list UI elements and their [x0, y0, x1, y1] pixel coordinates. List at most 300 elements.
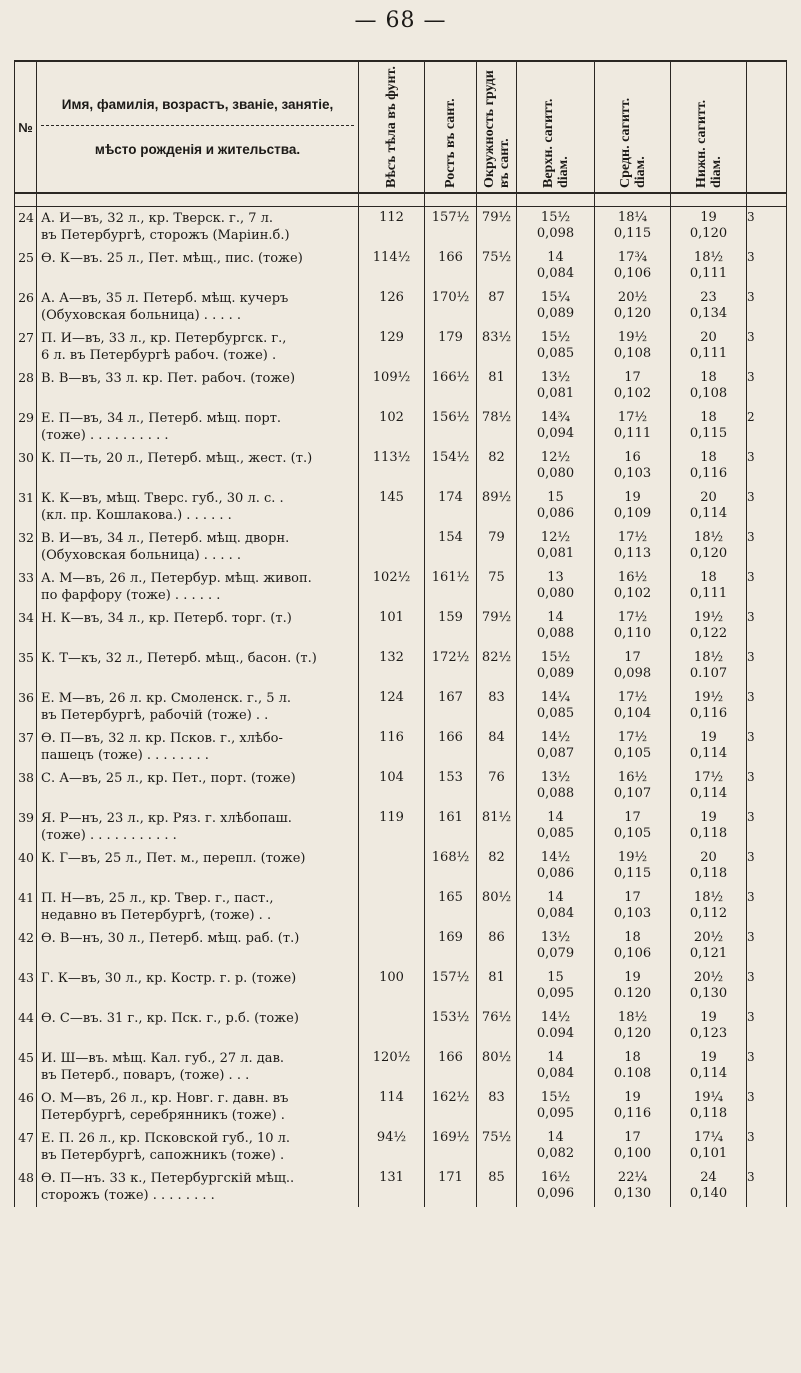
row-description	[37, 407, 359, 447]
row-upper-u1: 13½	[540, 369, 571, 385]
row-chest: 75½	[477, 247, 517, 287]
row-height: 167	[425, 687, 477, 727]
row-height: 172½	[425, 647, 477, 687]
row-lower	[671, 767, 747, 807]
row-edge: 3	[747, 1167, 787, 1207]
row-upper-u1: 13	[547, 569, 564, 585]
row-middle-m1: 16	[624, 449, 641, 465]
row-upper-u2: 0,081	[536, 545, 575, 561]
row-weight: 102	[359, 407, 425, 447]
row-lower-b1: 18½	[693, 889, 724, 905]
row-height: 165	[425, 887, 477, 927]
row-number: 45	[15, 1047, 37, 1087]
row-height: 159	[425, 607, 477, 647]
row-lower-b2: 0,118	[689, 825, 728, 841]
row-lower	[671, 1127, 747, 1167]
row-lower-b1: 20	[700, 489, 717, 505]
row-lower-b2: 0,114	[689, 785, 728, 801]
row-upper-u2: 0,085	[536, 345, 575, 361]
row-lower	[671, 407, 747, 447]
row-lower-b2: 0,115	[689, 425, 728, 441]
row-middle-m1: 19	[624, 969, 641, 985]
row-middle	[595, 967, 671, 1007]
row-number: 29	[15, 407, 37, 447]
row-edge: 3	[747, 327, 787, 367]
row-upper-u1: 14	[547, 609, 564, 625]
row-description	[37, 1047, 359, 1087]
row-middle	[595, 607, 671, 647]
row-lower-b2: 0,116	[689, 465, 728, 481]
row-upper	[517, 727, 595, 767]
row-lower-b2: 0,120	[689, 226, 728, 241]
row-description-l1: К. Г—въ, 25 л., Пет. м., перепл. (тоже)	[41, 850, 306, 866]
table-row	[15, 607, 787, 647]
row-chest: 82	[477, 847, 517, 887]
row-description	[37, 447, 359, 487]
row-lower	[671, 927, 747, 967]
row-number: 36	[15, 687, 37, 727]
row-description	[37, 567, 359, 607]
row-chest: 82	[477, 447, 517, 487]
row-middle-m1: 17	[624, 369, 641, 385]
row-edge: 3	[747, 807, 787, 847]
row-upper-u2: 0,085	[536, 825, 575, 841]
row-number: 47	[15, 1127, 37, 1167]
row-description	[37, 367, 359, 407]
row-description-l1: Ѳ. В—нъ, 30 л., Петерб. мѣщ. раб. (т.)	[41, 930, 300, 946]
row-lower-b2: 0,114	[689, 505, 728, 521]
row-height: 154½	[425, 447, 477, 487]
row-number: 24	[15, 207, 37, 247]
row-upper	[517, 567, 595, 607]
row-description	[37, 1167, 359, 1207]
row-upper-u1: 15¼	[540, 289, 571, 305]
row-description-l1: А. И—въ, 32 л., кр. Тверск. г., 7 л.	[41, 211, 274, 226]
row-upper-u2: 0,095	[536, 985, 575, 1001]
row-upper-u1: 14	[547, 889, 564, 905]
row-lower	[671, 727, 747, 767]
row-chest: 80½	[477, 1047, 517, 1087]
row-edge: 3	[747, 367, 787, 407]
row-description-l1: А. М—въ, 26 л., Петербур. мѣщ. живоп.	[41, 570, 312, 586]
row-chest: 82½	[477, 647, 517, 687]
row-chest: 83	[477, 687, 517, 727]
row-upper	[517, 327, 595, 367]
row-middle-m2: 0,111	[613, 425, 652, 441]
row-middle	[595, 207, 671, 247]
row-description-l2: пашецъ (тоже) . . . . . . . .	[41, 747, 209, 763]
row-middle-m2: 0,103	[613, 905, 652, 921]
row-lower-b2: 0,130	[689, 985, 728, 1001]
header-edge	[747, 61, 787, 193]
row-middle	[595, 647, 671, 687]
row-description-l1: Ѳ. П—нъ. 33 к., Петербургскій мѣщ..	[41, 1170, 295, 1186]
row-description-l2: сторожъ (тоже) . . . . . . . .	[41, 1187, 215, 1203]
row-lower-b1: 23	[700, 289, 717, 305]
row-lower-b1: 18½	[693, 649, 724, 665]
row-edge: 2	[747, 407, 787, 447]
row-lower-b2: 0,111	[689, 265, 728, 281]
row-chest: 84	[477, 727, 517, 767]
header-height: Ростъ въ сант.	[425, 61, 477, 193]
row-description-l1: П. И—въ, 33 л., кр. Петербургск. г.,	[41, 330, 287, 346]
table-row	[15, 807, 787, 847]
row-chest: 78½	[477, 407, 517, 447]
row-lower-b2: 0,140	[689, 1185, 728, 1201]
row-edge: 3	[747, 287, 787, 327]
row-middle-m1: 19	[624, 489, 641, 505]
row-upper-u1: 14¾	[540, 409, 571, 425]
row-lower-b1: 18½	[693, 249, 724, 265]
row-number: 44	[15, 1007, 37, 1047]
row-upper	[517, 607, 595, 647]
row-description	[37, 767, 359, 807]
row-middle-m1: 16½	[617, 769, 648, 785]
row-description	[37, 1087, 359, 1127]
row-middle-m2: 0,115	[613, 226, 652, 241]
row-upper-u1: 14½	[540, 729, 571, 745]
row-edge: 3	[747, 447, 787, 487]
row-weight: 116	[359, 727, 425, 767]
table-row	[15, 727, 787, 767]
row-description-l1: Я. Р—нъ, 23 л., кр. Ряз. г. хлѣбопаш.	[41, 810, 292, 826]
row-upper-u2: 0,088	[536, 785, 575, 801]
row-height: 171	[425, 1167, 477, 1207]
row-lower-b1: 18	[700, 369, 717, 385]
row-upper	[517, 1047, 595, 1087]
row-lower-b1: 19	[700, 1009, 717, 1025]
row-lower-b1: 18	[700, 569, 717, 585]
row-upper-u2: 0,080	[536, 465, 575, 481]
row-height: 169½	[425, 1127, 477, 1167]
row-description-l2: (Обуховская больница) . . . . .	[41, 547, 241, 563]
row-number: 25	[15, 247, 37, 287]
row-middle-m2: 0,100	[613, 1145, 652, 1161]
row-description-l2: Петербургѣ, серебрянникъ (тоже) .	[41, 1107, 285, 1123]
row-upper-u1: 15	[547, 489, 564, 505]
row-description-l1: Е. П. 26 л., кр. Псковской губ., 10 л.	[41, 1130, 291, 1146]
row-weight: 132	[359, 647, 425, 687]
row-weight: 145	[359, 487, 425, 527]
row-description-l1: В. В—въ, 33 л. кр. Пет. рабоч. (тоже)	[41, 370, 296, 386]
row-upper-u2: 0.094	[536, 1025, 575, 1041]
row-number: 38	[15, 767, 37, 807]
header-weight: Вѣсъ тѣла въ фунт.	[359, 61, 425, 193]
row-description	[37, 327, 359, 367]
row-lower	[671, 607, 747, 647]
row-height: 166	[425, 1047, 477, 1087]
row-height: 161½	[425, 567, 477, 607]
row-upper-u2: 0,081	[536, 385, 575, 401]
row-lower-b1: 24	[700, 1169, 717, 1185]
row-description	[37, 527, 359, 567]
row-chest: 79½	[477, 207, 517, 247]
row-description-l1: Н. К—въ, 34 л., кр. Петерб. торг. (т.)	[41, 610, 292, 626]
row-lower	[671, 487, 747, 527]
row-weight: 101	[359, 607, 425, 647]
row-lower-b2: 0,112	[689, 905, 728, 921]
row-number: 30	[15, 447, 37, 487]
row-middle-m2: 0,104	[613, 705, 652, 721]
row-height: 166½	[425, 367, 477, 407]
row-middle-m1: 17¾	[617, 249, 648, 265]
table-row	[15, 247, 787, 287]
row-middle-m2: 0,113	[613, 545, 652, 561]
row-chest: 87	[477, 287, 517, 327]
row-number: 31	[15, 487, 37, 527]
row-upper-u2: 0,088	[536, 625, 575, 641]
row-description-l1: Е. П—въ, 34 л., Петерб. мѣщ. порт.	[41, 410, 282, 426]
row-weight: 114½	[359, 247, 425, 287]
row-description	[37, 287, 359, 327]
row-weight: 112	[359, 207, 425, 247]
row-middle-m2: 0,115	[613, 865, 652, 881]
row-description-l1: А. А—въ, 35 л. Петерб. мѣщ. кучеръ	[41, 290, 289, 306]
row-middle-m2: 0,105	[613, 825, 652, 841]
table-row	[15, 487, 787, 527]
row-description	[37, 607, 359, 647]
row-lower	[671, 207, 747, 247]
row-middle	[595, 247, 671, 287]
row-upper	[517, 1087, 595, 1127]
row-lower	[671, 527, 747, 567]
row-chest: 79½	[477, 607, 517, 647]
row-edge: 3	[747, 527, 787, 567]
row-middle-m1: 19½	[617, 849, 648, 865]
row-height: 161	[425, 807, 477, 847]
row-description-l1: Ѳ. К—въ. 25 л., Пет. мѣщ., пис. (тоже)	[41, 250, 303, 266]
header-middle: Средн. сагитт. diaм.	[595, 61, 671, 193]
row-lower-b1: 19	[700, 729, 717, 745]
row-number: 41	[15, 887, 37, 927]
row-weight: 119	[359, 807, 425, 847]
row-upper-u2: 0,089	[536, 665, 575, 681]
row-edge: 3	[747, 567, 787, 607]
row-description-l1: К. Т—къ, 32 л., Петерб. мѣщ., басон. (т.)	[41, 650, 317, 666]
row-height: 156½	[425, 407, 477, 447]
row-middle-m1: 17	[624, 649, 641, 665]
row-lower-b2: 0,121	[689, 945, 728, 961]
row-upper-u1: 14	[547, 809, 564, 825]
row-upper-u2: 0,094	[536, 425, 575, 441]
table-row	[15, 447, 787, 487]
row-height: 170½	[425, 287, 477, 327]
row-lower	[671, 1167, 747, 1207]
row-middle	[595, 447, 671, 487]
row-description-l1: Г. К—въ, 30 л., кр. Костр. г. р. (тоже)	[41, 970, 297, 986]
row-lower-b2: 0,134	[689, 305, 728, 321]
row-lower-b1: 20½	[693, 929, 724, 945]
row-edge: 3	[747, 1007, 787, 1047]
row-chest: 80½	[477, 887, 517, 927]
row-upper-u2: 0,086	[536, 505, 575, 521]
row-upper	[517, 247, 595, 287]
header-name-line1: Имя, фамилія, возрастъ, званіе, занятіе,	[41, 95, 354, 126]
row-description	[37, 847, 359, 887]
row-lower-b1: 20½	[693, 969, 724, 985]
row-height: 166	[425, 247, 477, 287]
row-height: 168½	[425, 847, 477, 887]
row-description-l1: Ѳ. С—въ. 31 г., кр. Пск. г., р.б. (тоже)	[41, 1010, 299, 1026]
table-row	[15, 847, 787, 887]
row-middle-m2: 0,106	[613, 265, 652, 281]
row-description	[37, 727, 359, 767]
row-upper	[517, 687, 595, 727]
row-middle-m2: 0,120	[613, 305, 652, 321]
header-number: №	[15, 61, 37, 193]
row-number: 43	[15, 967, 37, 1007]
table-row	[15, 967, 787, 1007]
row-upper	[517, 527, 595, 567]
row-description-l1: И. Ш—въ. мѣщ. Кал. губ., 27 л. дав.	[41, 1050, 285, 1066]
row-description-l1: Ѳ. П—въ, 32 л. кр. Псков. г., хлѣбо-	[41, 730, 283, 746]
row-middle	[595, 487, 671, 527]
row-middle-m1: 17½	[617, 689, 648, 705]
row-number: 32	[15, 527, 37, 567]
row-description	[37, 207, 359, 247]
row-description-l1: Е. М—въ, 26 л. кр. Смоленск. г., 5 л.	[41, 690, 292, 706]
row-number: 48	[15, 1167, 37, 1207]
row-weight: 129	[359, 327, 425, 367]
row-lower-b1: 18	[700, 449, 717, 465]
row-lower	[671, 647, 747, 687]
row-lower-b1: 20	[700, 329, 717, 345]
row-lower-b1: 19½	[693, 689, 724, 705]
row-description-l2: 6 л. въ Петербургѣ рабоч. (тоже) .	[41, 347, 277, 363]
row-edge: 3	[747, 647, 787, 687]
row-description	[37, 967, 359, 1007]
table-row	[15, 927, 787, 967]
row-lower-b2: 0,114	[689, 745, 728, 761]
row-middle	[595, 1047, 671, 1087]
row-lower-b1: 17¼	[693, 1129, 724, 1145]
row-edge: 3	[747, 207, 787, 247]
row-upper	[517, 1127, 595, 1167]
row-weight	[359, 1007, 425, 1047]
row-height: 154	[425, 527, 477, 567]
row-upper-u2: 0,087	[536, 745, 575, 761]
table-row	[15, 1167, 787, 1207]
row-upper-u1: 15½	[540, 210, 571, 225]
row-middle	[595, 527, 671, 567]
row-edge: 3	[747, 607, 787, 647]
row-middle-m1: 17	[624, 809, 641, 825]
row-middle	[595, 767, 671, 807]
row-upper	[517, 287, 595, 327]
row-middle-m1: 17	[624, 889, 641, 905]
table-body	[15, 207, 787, 1207]
row-weight: 124	[359, 687, 425, 727]
row-lower	[671, 567, 747, 607]
row-description-l2: въ Петерб., поваръ, (тоже) . . .	[41, 1067, 250, 1083]
row-middle-m1: 16½	[617, 569, 648, 585]
row-upper-u1: 15½	[540, 1089, 571, 1105]
row-upper-u2: 0,085	[536, 705, 575, 721]
row-middle	[595, 807, 671, 847]
row-upper-u1: 16½	[540, 1169, 571, 1185]
row-height: 179	[425, 327, 477, 367]
row-chest: 76½	[477, 1007, 517, 1047]
row-number: 35	[15, 647, 37, 687]
row-middle	[595, 687, 671, 727]
row-number: 26	[15, 287, 37, 327]
row-upper-u2: 0,084	[536, 1065, 575, 1081]
table-row	[15, 207, 787, 247]
table-header-row	[15, 61, 787, 193]
row-lower-b2: 0,101	[689, 1145, 728, 1161]
row-number: 37	[15, 727, 37, 767]
row-middle	[595, 1167, 671, 1207]
table-row	[15, 1047, 787, 1087]
row-middle-m1: 17½	[617, 529, 648, 545]
row-middle	[595, 887, 671, 927]
row-middle	[595, 1087, 671, 1127]
row-upper-u1: 13½	[540, 769, 571, 785]
row-weight: 109½	[359, 367, 425, 407]
row-description-l1: К. П—ть, 20 л., Петерб. мѣщ., жест. (т.)	[41, 450, 313, 466]
row-upper-u2: 0,086	[536, 865, 575, 881]
row-edge: 3	[747, 967, 787, 1007]
row-middle-m1: 18	[624, 1049, 641, 1065]
row-description	[37, 887, 359, 927]
row-description-l1: О. М—въ, 26 л., кр. Новг. г. давн. въ	[41, 1090, 289, 1106]
row-description	[37, 1127, 359, 1167]
row-description	[37, 487, 359, 527]
row-number: 40	[15, 847, 37, 887]
row-middle	[595, 1127, 671, 1167]
row-lower	[671, 1007, 747, 1047]
row-description-l2: (кл. пр. Кошлакова.) . . . . . .	[41, 507, 232, 523]
row-weight	[359, 847, 425, 887]
row-description-l2: (тоже) . . . . . . . . . . .	[41, 827, 177, 843]
row-lower-b2: 0,122	[689, 625, 728, 641]
row-description-l1: В. И—въ, 34 л., Петерб. мѣщ. дворн.	[41, 530, 290, 546]
row-edge: 3	[747, 847, 787, 887]
row-middle-m2: 0,110	[613, 625, 652, 641]
row-middle-m2: 0,120	[613, 1025, 652, 1041]
row-weight: 102½	[359, 567, 425, 607]
row-lower	[671, 1047, 747, 1087]
row-edge: 3	[747, 767, 787, 807]
table-row	[15, 567, 787, 607]
row-number: 27	[15, 327, 37, 367]
row-lower-b1: 17½	[693, 769, 724, 785]
row-middle-m2: 0,098	[613, 665, 652, 681]
row-middle-m2: 0,107	[613, 785, 652, 801]
row-upper	[517, 807, 595, 847]
row-chest: 76	[477, 767, 517, 807]
row-lower-b1: 18½	[693, 529, 724, 545]
row-middle	[595, 287, 671, 327]
row-upper-u2: 0,080	[536, 585, 575, 601]
row-edge: 3	[747, 727, 787, 767]
row-upper	[517, 887, 595, 927]
row-number: 34	[15, 607, 37, 647]
row-description-l2: по фарфору (тоже) . . . . . .	[41, 587, 221, 603]
row-chest: 86	[477, 927, 517, 967]
row-number: 39	[15, 807, 37, 847]
table-row	[15, 367, 787, 407]
row-middle	[595, 567, 671, 607]
row-upper	[517, 967, 595, 1007]
row-middle-m2: 0,109	[613, 505, 652, 521]
row-middle	[595, 407, 671, 447]
row-middle-m2: 0,106	[613, 945, 652, 961]
row-middle	[595, 327, 671, 367]
row-upper-u2: 0,079	[536, 945, 575, 961]
row-upper	[517, 647, 595, 687]
row-middle-m2: 0.120	[613, 985, 652, 1001]
